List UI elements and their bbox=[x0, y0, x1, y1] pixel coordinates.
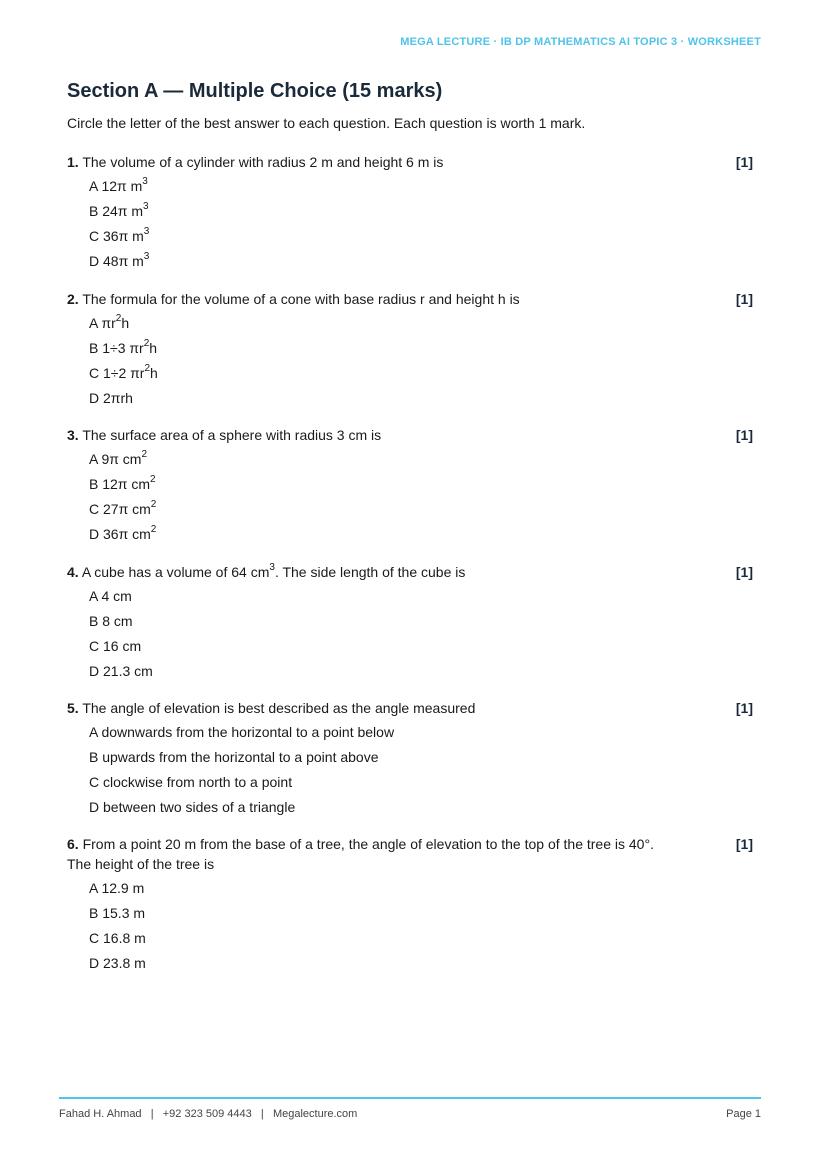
option-d[interactable]: D 36π $cm^2$ bbox=[89, 524, 157, 542]
option-d[interactable]: D 23.8 m bbox=[89, 955, 146, 971]
option-b[interactable]: B 1÷3 $\pi r^2h$ bbox=[89, 338, 158, 356]
question-text: A cube has a volume of 64 cm bbox=[81, 564, 270, 580]
question-6 bbox=[67, 834, 753, 978]
section-instructions: Circle the letter of the best answer to each question. Each question is worth 1 mark. bbox=[67, 115, 586, 131]
option-c[interactable]: C 16.8 m bbox=[89, 930, 146, 946]
option-list bbox=[67, 449, 753, 549]
option-a[interactable]: A 12.9 m bbox=[89, 880, 145, 896]
option-b[interactable]: B upwards from the horizontal to a point above bbox=[89, 749, 379, 765]
option-list bbox=[67, 722, 753, 822]
option-d[interactable]: D 21.3 cm bbox=[89, 663, 153, 679]
option-list bbox=[67, 313, 753, 413]
question-3 bbox=[67, 425, 753, 549]
question-stem bbox=[67, 425, 753, 445]
section-title: Section A — Multiple Choice (15 marks) bbox=[67, 80, 443, 102]
question-number: 2. bbox=[67, 291, 79, 307]
question-marks: [1] bbox=[735, 427, 753, 443]
question-text: The surface area of a sphere with radius 3 cm is bbox=[82, 427, 382, 443]
question-5 bbox=[67, 698, 753, 822]
question-number: 4. bbox=[67, 564, 79, 580]
question-number: 5. bbox=[67, 700, 79, 716]
option-a[interactable]: A 9π $cm^2$ bbox=[89, 449, 148, 467]
question-marks: [1] bbox=[735, 836, 753, 852]
option-a[interactable]: A $\pi r^2h$ bbox=[89, 313, 130, 331]
question-marks: [1] bbox=[735, 291, 753, 307]
option-c[interactable]: C clockwise from north to a point bbox=[89, 774, 293, 790]
option-c[interactable]: C 27π $cm^2$ bbox=[89, 499, 157, 517]
option-a[interactable]: A downwards from the horizontal to a point below bbox=[89, 724, 395, 740]
question-marks: [1] bbox=[735, 564, 753, 580]
option-list bbox=[67, 878, 753, 978]
question-number: 3. bbox=[67, 427, 79, 443]
question-number: 6. bbox=[67, 836, 79, 852]
question-2 bbox=[67, 289, 753, 413]
option-c[interactable]: C 36π $m^3$ bbox=[89, 226, 150, 244]
option-b[interactable]: B 12π $cm^2$ bbox=[89, 474, 156, 492]
option-c[interactable]: C 1÷2 $\pi r^2h$ bbox=[89, 363, 158, 381]
option-b[interactable]: B 8 cm bbox=[89, 613, 133, 629]
option-a[interactable]: A 12π $m^3$ bbox=[89, 176, 148, 194]
page-header: MEGA LECTURE · IB DP MATHEMATICS AI TOPIC 3 · WORKSHEET bbox=[400, 36, 761, 48]
page-number: Page 1 bbox=[726, 1108, 761, 1120]
question-text: The formula for the volume of a cone with base radius r and height h is bbox=[82, 291, 520, 307]
option-b[interactable]: B 15.3 m bbox=[89, 905, 146, 921]
option-b[interactable]: B 24π $m^3$ bbox=[89, 201, 149, 219]
question-number: 1. bbox=[67, 154, 79, 170]
question-stem bbox=[67, 152, 753, 172]
option-d[interactable]: D 2πrh bbox=[89, 390, 133, 406]
question-marks: [1] bbox=[735, 700, 753, 716]
question-stem bbox=[67, 289, 753, 309]
question-stem bbox=[67, 698, 753, 718]
question-text: The volume of a cylinder with radius 2 m and height 6 m is bbox=[82, 154, 444, 170]
question-stem bbox=[67, 834, 753, 874]
option-c[interactable]: C 16 cm bbox=[89, 638, 142, 654]
option-list bbox=[67, 176, 753, 276]
question-1 bbox=[67, 152, 753, 276]
question-4 bbox=[67, 562, 753, 686]
question-stem: 4. A cube has a volume of 64 $cm^3$. The side length of the cube is bbox=[67, 562, 466, 580]
footer-divider bbox=[59, 1097, 761, 1099]
footer-contact: Fahad H. Ahmad | +92 323 509 4443 | Megalecture.com bbox=[59, 1108, 358, 1120]
question-text: The angle of elevation is best described as the angle measured bbox=[82, 700, 476, 716]
option-d[interactable]: D 48π $m^3$ bbox=[89, 251, 150, 269]
question-marks: [1] bbox=[735, 154, 753, 170]
question-text: From a point 20 m from the base of a tree, the angle of elevation to the top of the tree is 40°. The height of the tree is bbox=[67, 836, 654, 872]
option-list bbox=[67, 586, 753, 686]
option-a[interactable]: A 4 cm bbox=[89, 588, 132, 604]
option-d[interactable]: D between two sides of a triangle bbox=[89, 799, 296, 815]
